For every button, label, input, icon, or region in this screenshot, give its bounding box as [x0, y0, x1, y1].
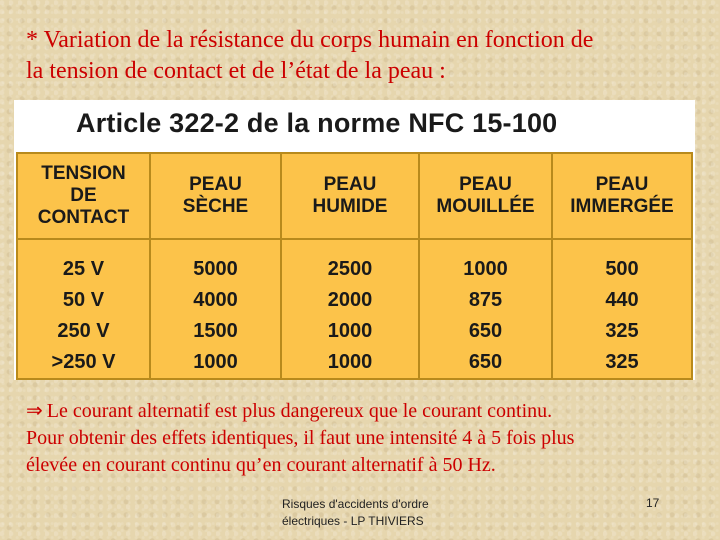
resistance-table: [16, 152, 693, 380]
header-text: DE: [70, 185, 97, 206]
slide-title: [26, 25, 706, 87]
mouillee-column: [419, 239, 552, 379]
table-cell: 650: [468, 320, 503, 342]
humide-column: [281, 239, 419, 379]
table-cell: 2500: [327, 258, 373, 280]
seche-column: [150, 239, 281, 379]
implies-arrow-icon: ⇒: [26, 400, 43, 422]
footer-line-1: Risques d'accidents d'ordre: [282, 497, 429, 511]
resistance-table-image: [14, 100, 695, 380]
table-cell: 875: [468, 289, 503, 311]
table-cell: 1000: [327, 320, 373, 342]
table-cell: 250 V: [57, 320, 110, 342]
table-cell: 25 V: [62, 258, 105, 280]
table-cell: >250 V: [51, 351, 116, 373]
header-peau-immergee: [552, 153, 692, 239]
header-peau-seche: [150, 153, 281, 239]
header-text: PEAU: [595, 174, 649, 195]
slide-body: [26, 398, 706, 479]
table-cell: 325: [605, 351, 639, 373]
table-cell: 325: [605, 320, 639, 342]
table-cell: 4000: [193, 289, 238, 311]
table-cell: 50 V: [62, 289, 105, 311]
header-peau-mouillee: [419, 153, 552, 239]
header-text: HUMIDE: [312, 196, 388, 217]
tension-column: [17, 239, 150, 379]
body-text: Le courant alternatif est plus dangereux que le courant continu.: [46, 400, 553, 422]
table-cell: 5000: [193, 258, 238, 280]
title-line-2: la tension de contact et de l’état de la peau :: [26, 58, 446, 84]
page-number: 17: [646, 496, 660, 510]
table-cell: 1000: [463, 258, 508, 280]
table-cell: 650: [468, 351, 503, 373]
header-text: PEAU: [189, 174, 242, 195]
table-cell: 440: [605, 289, 639, 311]
immergee-column: [552, 239, 692, 379]
article-heading: Article 322-2 de la norme NFC 15-100: [76, 108, 558, 138]
footer-line-2: électriques - LP THIVIERS: [282, 514, 424, 528]
table-cell: 1000: [193, 351, 238, 373]
slide-footer: [282, 496, 482, 530]
header-text: SÈCHE: [182, 196, 249, 217]
title-line-1: * Variation de la résistance du corps humain en fonction de: [26, 27, 594, 53]
header-text: PEAU: [323, 174, 377, 195]
header-text: TENSION: [41, 163, 126, 184]
header-text: MOUILLÉE: [436, 196, 535, 217]
table-values-row: [17, 239, 692, 379]
body-line-3: élevée en courant continu qu’en courant alternatif à 50 Hz.: [26, 454, 496, 476]
header-text: CONTACT: [37, 207, 130, 228]
body-line-2: Pour obtenir des effets identiques, il faut une intensité 4 à 5 fois plus: [26, 427, 575, 449]
table-cell: 2000: [327, 289, 373, 311]
table-cell: 500: [605, 258, 639, 280]
body-line-1: [26, 398, 706, 425]
header-peau-humide: [281, 153, 419, 239]
header-text: PEAU: [459, 174, 512, 195]
table-cell: 1000: [327, 351, 373, 373]
header-tension: [17, 153, 150, 239]
table-header-row: [17, 153, 692, 239]
header-text: IMMERGÉE: [570, 196, 674, 217]
table-cell: 1500: [193, 320, 238, 342]
